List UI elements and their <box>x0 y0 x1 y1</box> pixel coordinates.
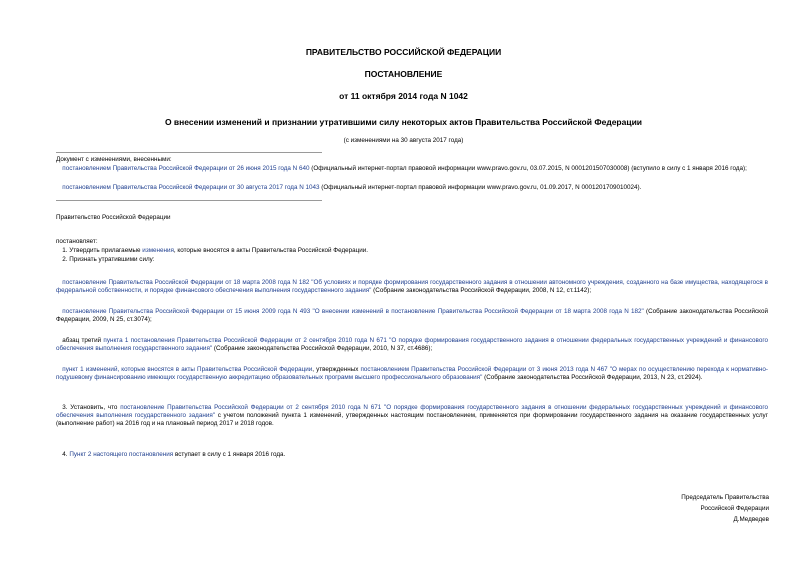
subject-heading: О внесении изменений и признании утратившими силу некоторых актов Правительства Российской Федерации <box>164 117 643 127</box>
paragraph-1: 1. Утвердить прилагаемые изменения, которые вносятся в акты Правительства Российской Федерации. <box>62 247 369 254</box>
repealed-item-3: абзац третий пункта 1 постановления Правительства Российской Федерации от 2 сентября 2010 года N 671 "О порядке формирования государственного задания в отношении федеральных государственных учреждений и финансового обеспечения выполнения государственного задания" (Собрание законодательства Российской Федерации, 2010, N 37, ст.4686); <box>56 337 768 352</box>
point-2-link[interactable]: Пункт 2 <box>69 451 92 458</box>
date-number-heading: от 11 октября 2014 года N 1042 <box>339 91 468 101</box>
paragraph-4: 4. Пункт 2 настоящего постановления вступает в силу с 1 января 2016 года. <box>62 451 286 458</box>
changes-link-1[interactable]: постановлением Правительства Российской Федерации от 26 июня 2015 года N 640 <box>62 165 310 172</box>
repealed-link-4a[interactable]: пункт 1 изменений, которые вносятся в акты Правительства Российской Федерации <box>62 366 313 373</box>
repealed-item-4: пункт 1 изменений, которые вносятся в акты Правительства Российской Федерации, утвержденных постановлением Правительства Российской Федерации от 3 июня 2013 года N 467 "О мерах по осуществлению перехода к нормативно-подушевому финансированию имеющих государственную аккредитацию образовательных программ высшего профессионального образования" (Собрание законодательства Российской Федерации, 2013, N 23, ст.2924). <box>56 366 769 381</box>
changes-intro: Документ с изменениями, внесенными: <box>56 156 172 163</box>
repealed-item-2: постановление Правительства Российской Федерации от 15 июня 2009 года N 493 "О внесении изменений в постановление Правительства Российской Федерации от 18 марта 2008 года N 182" (Собрание законодательства Российской Федерации, 2009, N 25, ст.3074); <box>56 308 768 323</box>
signature-block <box>681 492 769 525</box>
repealed-link-2[interactable]: постановление Правительства Российской Федерации от 15 июня 2009 года N 493 "О внесении изменений в постановление Правительства Российской Федерации от 18 марта 2008 года N 182" <box>62 308 644 315</box>
signature-position: Председатель Правительства <box>681 494 769 501</box>
signature-name: Д.Медведев <box>733 516 769 523</box>
decides-text: постановляет: <box>56 238 98 245</box>
issuer-text: Правительство Российской Федерации <box>56 214 171 221</box>
changes-item-2: постановлением Правительства Российской Федерации от 30 августа 2017 года N 1043 (Официальный интернет-портал правовой информации www.pravo.gov.ru, 01.09.2017, N 0001201709010024). <box>62 184 642 191</box>
paragraph-3: 3. Установить, что постановление Правительства Российской Федерации от 2 сентября 2010 года N 671 "О порядке формирования государственного задания в отношении федеральных государственных учреждений и финансового обеспечения выполнения государственного задания" с учетом положений пункта 1 изменений, утвержденных настоящим постановлением, применяется при формировании государственного задания на оказание государственных услуг (выполнение работ) на 2016 год и на плановый период 2017 и 2018 годов. <box>56 404 768 427</box>
signature-country: Российской Федерации <box>700 505 769 512</box>
repealed-link-1[interactable]: постановление Правительства Российской Федерации от 18 марта 2008 года N 182 "Об условиях и порядке формирования государственного задания в отношении автономного учреждения, созданного на базе имущества, находящегося в федеральной собственности, и порядке финансового обеспечения выполнения государственного задания" <box>56 279 768 294</box>
top-divider <box>56 152 322 153</box>
decree-671-link[interactable]: постановление Правительства Российской Федерации от 2 сентября 2010 года N 671 "О порядке формирования государственного задания в отношении федеральных государственных учреждений и финансового обеспечения выполнения государственного задания" <box>56 404 768 419</box>
edition-note: (с изменениями на 30 августа 2017 года) <box>343 137 464 144</box>
repealed-item-1: постановление Правительства Российской Федерации от 18 марта 2008 года N 182 "Об условиях и порядке формирования государственного задания в отношении автономного учреждения, созданного на базе имущества, находящегося в федеральной собственности, и порядке финансового обеспечения выполнения государственного задания" (Собрание законодательства Российской Федерации, 2008, N 12, ст.1142); <box>56 279 768 294</box>
government-heading: ПРАВИТЕЛЬСТВО РОССИЙСКОЙ ФЕДЕРАЦИИ <box>305 47 502 57</box>
changes-link-2[interactable]: постановлением Правительства Российской Федерации от 30 августа 2017 года N 1043 <box>62 184 320 191</box>
changes-item-1: постановлением Правительства Российской Федерации от 26 июня 2015 года N 640 (Официальный интернет-портал правовой информации www.pravo.gov.ru, 03.07.2015, N 0001201507030008) (вступило в силу с 1 января 2016 года); <box>62 165 747 172</box>
this-decree-link[interactable]: настоящего постановления <box>93 451 174 458</box>
repealed-link-4b[interactable]: постановлением Правительства Российской Федерации от 3 июня 2013 года N 467 "О мерах по осуществлению перехода к нормативно-подушевому финансированию имеющих государственную аккредитацию образовательных программ высшего профессионального образования" <box>56 366 769 381</box>
changes-annex-link[interactable]: изменения <box>142 247 174 254</box>
paragraph-2: 2. Признать утратившими силу: <box>62 256 155 263</box>
repealed-link-3[interactable]: пункта 1 постановления Правительства Российской Федерации от 2 сентября 2010 года N 671 "О порядке формирования государственного задания в отношении федеральных государственных учреждений и финансового обеспечения выполнения государственного задания" <box>56 337 768 352</box>
doc-type-heading: ПОСТАНОВЛЕНИЕ <box>364 69 443 79</box>
bottom-divider <box>56 200 322 201</box>
